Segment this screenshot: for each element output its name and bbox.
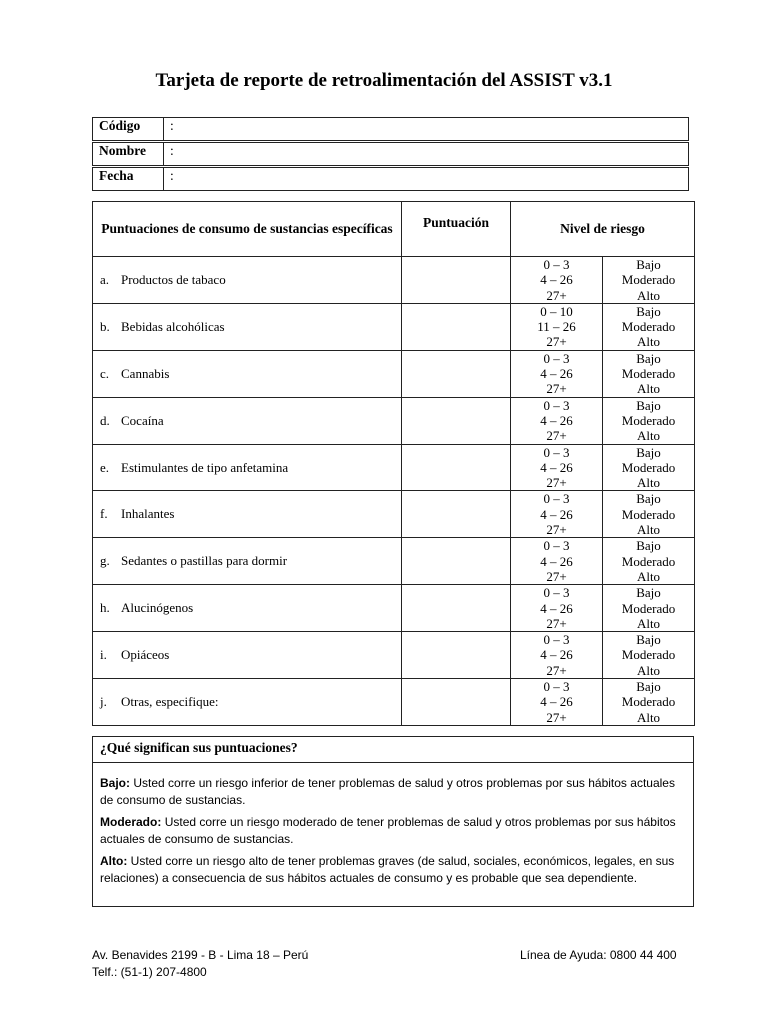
level-value: Alto (636, 709, 661, 725)
score-input-cell[interactable] (402, 444, 511, 491)
level-value: Moderado (621, 272, 676, 288)
substance-cell (93, 444, 402, 491)
substance-letter: d. (100, 412, 110, 428)
substance-cell (93, 303, 402, 350)
table-header-row (93, 202, 695, 257)
score-input-cell[interactable] (402, 538, 511, 585)
range-value: 11 – 26 (537, 319, 576, 335)
substance-cell (93, 350, 402, 397)
header-score: Puntuación (402, 202, 511, 257)
level-value: Moderado (621, 506, 676, 522)
substance-name: Inhalantes (121, 506, 175, 522)
range-value: 0 – 3 (543, 350, 570, 366)
meaning-item (93, 814, 693, 847)
range-value: 27+ (546, 568, 567, 584)
id-value-field[interactable]: : (164, 118, 689, 141)
meaning-term: Bajo: (100, 776, 130, 790)
table-row (93, 350, 695, 397)
substance-letter: a. (100, 271, 110, 287)
level-value: Moderado (621, 694, 676, 710)
table-row (93, 491, 695, 538)
level-value: Alto (636, 475, 661, 491)
table-row (93, 585, 695, 632)
id-fields-table (92, 117, 689, 191)
meaning-term: Alto: (100, 854, 128, 868)
substance-letter: b. (100, 318, 110, 334)
substance-letter: f. (100, 506, 108, 522)
range-value: 4 – 26 (540, 366, 573, 382)
range-cell (511, 303, 603, 350)
range-cell (511, 444, 603, 491)
score-input-cell[interactable] (402, 303, 511, 350)
id-row-nombre (93, 143, 689, 166)
id-label: Fecha (93, 168, 164, 191)
level-value: Alto (636, 522, 661, 538)
range-value: 27+ (546, 709, 567, 725)
level-value: Moderado (621, 647, 676, 663)
table-row (93, 397, 695, 444)
substance-name: Estimulantes de tipo anfetamina (121, 459, 289, 475)
range-value: 27+ (546, 662, 567, 678)
score-input-cell[interactable] (402, 585, 511, 632)
meaning-box (92, 736, 694, 907)
id-row-fecha (93, 168, 689, 191)
range-value: 27+ (546, 475, 567, 491)
meaning-text: Usted corre un riesgo alto de tener problemas graves (de salud, sociales, económicos, legales, en sus relaciones) a consecuencia de sus hábitos actuales de consumo y es probable que sea dependiente. (100, 854, 675, 885)
meaning-text: Usted corre un riesgo inferior de tener problemas de salud y otros problemas por sus hábitos actuales de consumo de sustancias. (100, 776, 675, 807)
substance-cell (93, 679, 402, 726)
header-substance: Puntuaciones de consumo de sustancias específicas (93, 202, 402, 257)
id-value-field[interactable]: : (164, 168, 689, 191)
range-value: 4 – 26 (540, 459, 573, 475)
id-value-field[interactable]: : (164, 143, 689, 166)
substance-letter: c. (100, 365, 110, 381)
range-value: 27+ (546, 287, 567, 303)
range-value: 4 – 26 (540, 694, 573, 710)
score-input-cell[interactable] (402, 350, 511, 397)
range-value: 4 – 26 (540, 272, 573, 288)
substance-cell (93, 491, 402, 538)
table-row (93, 303, 695, 350)
substance-cell (93, 538, 402, 585)
level-value: Bajo (636, 350, 661, 366)
level-value: Bajo (636, 538, 661, 554)
range-value: 0 – 3 (543, 679, 570, 695)
level-value: Bajo (636, 491, 661, 507)
level-value: Moderado (621, 459, 676, 475)
scores-table (92, 201, 695, 726)
substance-letter: j. (100, 693, 107, 709)
level-cell (603, 679, 695, 726)
level-value: Bajo (636, 397, 661, 413)
header-risk: Nivel de riesgo (511, 202, 695, 257)
range-value: 27+ (546, 428, 567, 444)
range-value: 0 – 3 (543, 585, 570, 601)
level-value: Alto (636, 428, 661, 444)
range-value: 27+ (546, 334, 567, 350)
level-value: Bajo (636, 585, 661, 601)
table-row (93, 679, 695, 726)
substance-cell (93, 257, 402, 304)
substance-name: Bebidas alcohólicas (121, 318, 225, 334)
substance-name: Cannabis (121, 365, 170, 381)
id-label: Código (93, 118, 164, 141)
substance-name: Productos de tabaco (121, 271, 226, 287)
substance-cell (93, 632, 402, 679)
level-value: Bajo (636, 679, 661, 695)
substance-name: Cocaína (121, 412, 164, 428)
table-row (93, 444, 695, 491)
level-cell (603, 257, 695, 304)
level-value: Bajo (636, 257, 661, 272)
range-value: 0 – 3 (543, 491, 570, 507)
level-cell (603, 350, 695, 397)
range-value: 27+ (546, 381, 567, 397)
substance-name: Sedantes o pastillas para dormir (121, 553, 288, 569)
level-cell (603, 585, 695, 632)
range-cell (511, 585, 603, 632)
table-row (93, 257, 695, 304)
footer-helpline: Línea de Ayuda: 0800 44 400 (520, 948, 677, 962)
footer-phone: Telf.: (51-1) 207-4800 (92, 965, 207, 979)
range-value: 4 – 26 (540, 506, 573, 522)
footer-contact (92, 947, 308, 981)
range-value: 4 – 26 (540, 600, 573, 616)
level-value: Bajo (636, 444, 661, 460)
level-cell (603, 397, 695, 444)
score-input-cell[interactable] (402, 257, 511, 304)
footer-address: Av. Benavides 2199 - B - Lima 18 – Perú (92, 948, 309, 962)
substance-name: Otras, especifique: (121, 693, 219, 709)
range-value: 0 – 3 (543, 257, 570, 272)
substance-letter: i. (100, 647, 107, 663)
range-cell (511, 679, 603, 726)
range-cell (511, 632, 603, 679)
level-value: Alto (636, 381, 661, 397)
range-value: 0 – 3 (543, 632, 570, 648)
substance-name: Opiáceos (121, 647, 170, 663)
id-label: Nombre (93, 143, 164, 166)
score-input-cell[interactable] (402, 491, 511, 538)
level-cell (603, 303, 695, 350)
substance-letter: g. (100, 553, 110, 569)
level-cell (603, 538, 695, 585)
level-value: Alto (636, 334, 661, 350)
level-value: Moderado (621, 553, 676, 569)
table-row (93, 538, 695, 585)
table-row (93, 632, 695, 679)
score-input-cell[interactable] (402, 679, 511, 726)
level-value: Moderado (621, 366, 676, 382)
substance-name: Alucinógenos (121, 600, 194, 616)
meaning-item (93, 775, 693, 808)
level-value: Alto (636, 287, 661, 303)
level-cell (603, 632, 695, 679)
substance-cell (93, 397, 402, 444)
meaning-item (93, 853, 693, 886)
range-value: 4 – 26 (540, 412, 573, 428)
level-value: Bajo (636, 303, 661, 319)
level-value: Alto (636, 615, 661, 631)
meaning-heading: ¿Qué significan sus puntuaciones? (93, 737, 693, 763)
range-value: 0 – 10 (540, 303, 573, 319)
level-value: Bajo (636, 632, 661, 648)
level-value: Alto (636, 662, 661, 678)
range-value: 0 – 3 (543, 444, 570, 460)
meaning-text: Usted corre un riesgo moderado de tener problemas de salud y otros problemas por sus hábitos actuales de consumo de sustancias. (100, 815, 676, 846)
level-value: Moderado (621, 319, 676, 335)
range-cell (511, 397, 603, 444)
substance-letter: e. (100, 459, 110, 475)
meaning-term: Moderado: (100, 815, 162, 829)
level-cell (603, 491, 695, 538)
score-input-cell[interactable] (402, 397, 511, 444)
substance-cell (93, 585, 402, 632)
range-value: 27+ (546, 615, 567, 631)
range-value: 27+ (546, 522, 567, 538)
range-value: 4 – 26 (540, 647, 573, 663)
range-value: 0 – 3 (543, 538, 570, 554)
page-title: Tarjeta de reporte de retroalimentación del ASSIST v3.1 (155, 70, 613, 91)
range-cell (511, 491, 603, 538)
range-value: 4 – 26 (540, 553, 573, 569)
range-cell (511, 257, 603, 304)
range-cell (511, 350, 603, 397)
level-value: Moderado (621, 600, 676, 616)
level-cell (603, 444, 695, 491)
level-value: Alto (636, 568, 661, 584)
score-input-cell[interactable] (402, 632, 511, 679)
substance-letter: h. (100, 600, 110, 616)
range-cell (511, 538, 603, 585)
id-row-codigo (93, 118, 689, 141)
level-value: Moderado (621, 412, 676, 428)
range-value: 0 – 3 (543, 397, 570, 413)
